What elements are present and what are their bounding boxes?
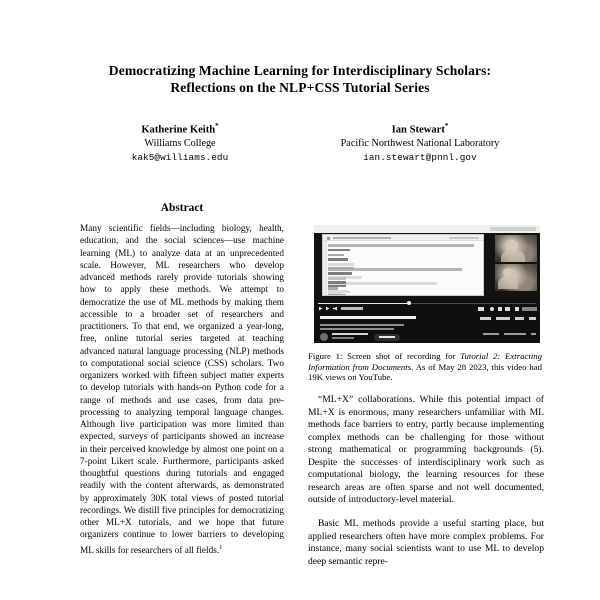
- figure-caption-part2: . As of May 28 2023, this video had 19K views on YouTube.: [308, 361, 542, 383]
- right-column: [308, 225, 544, 568]
- fullscreen-icon[interactable]: [515, 307, 520, 311]
- title-line-1: Democratizing Machine Learning for Interdisciplinary Scholars:: [108, 63, 492, 78]
- video-title: [320, 316, 416, 321]
- video-player-controls[interactable]: [314, 301, 540, 313]
- figure-caption-italic: Tutorial 2: Extracting Information from Documents: [308, 351, 542, 372]
- figure-caption: [308, 351, 544, 383]
- author-marker-1: *: [215, 122, 219, 130]
- figure-1: [308, 225, 544, 383]
- video-action-row[interactable]: [475, 317, 536, 320]
- document-text-block: [328, 244, 480, 296]
- left-column: [62, 202, 292, 557]
- webcam-tile-1: [495, 235, 537, 262]
- document-sidebar: [323, 241, 327, 296]
- progress-scrubber[interactable]: [318, 303, 536, 305]
- document-toolbar-right: [449, 237, 479, 239]
- progress-played: [318, 303, 407, 305]
- captions-icon[interactable]: [478, 307, 484, 311]
- abstract-heading: Abstract: [160, 202, 204, 214]
- author-email-2: ian.stewart@pnnl.gov: [363, 151, 477, 163]
- more-actions-icon[interactable]: [529, 317, 536, 320]
- author-name-2: [300, 120, 540, 137]
- youtube-watermark-icon: [522, 307, 537, 311]
- play-icon[interactable]: [319, 307, 323, 311]
- channel-avatar[interactable]: [320, 333, 328, 341]
- save-button[interactable]: [504, 333, 526, 335]
- author-name-2-text: Ian Stewart: [391, 124, 445, 136]
- window-controls: [317, 228, 331, 231]
- author-name-1-text: Katherine Keith: [141, 124, 216, 136]
- body-paragraph-2: Basic ML methods provide a useful starting place, but applied researchers often have more complex problems. For instance, many social scientists want to use ML to develop deep semantic repre-: [308, 518, 544, 567]
- miniplayer-icon[interactable]: [498, 307, 502, 311]
- channel-row[interactable]: [320, 333, 400, 341]
- author-email-1: kak5@williams.edu: [131, 151, 229, 163]
- time-display: [341, 307, 363, 310]
- figure-label: Figure 1:: [308, 351, 343, 361]
- shared-screen-document: [322, 234, 484, 296]
- subscribe-button[interactable]: [374, 334, 400, 341]
- video-metadata-panel: [314, 313, 540, 343]
- document-icon: [327, 237, 330, 240]
- body-paragraph-1: “ML+X” collaborations. While this potential impact of ML+X is enormous, many researchers unfamiliar with ML methods face barriers to entry, partly because implementing complex methods can be challenging for those without strong mathematical or programming backgrounds (5). Despite the successes of interdisciplinary work such as computational biology, the learning resources for these research areas are often sparse and not well documented, outside of introductory-level material.: [308, 394, 544, 506]
- youtube-screenshot-image: [314, 225, 540, 343]
- channel-name[interactable]: [332, 333, 368, 341]
- video-view-count: [320, 324, 404, 332]
- settings-gear-icon[interactable]: [490, 307, 494, 311]
- video-secondary-row[interactable]: [478, 333, 536, 335]
- author-affiliation-1: Williams College: [144, 138, 216, 150]
- abstract-body: [62, 223, 292, 557]
- author-name-1: [60, 120, 300, 137]
- document-toolbar: [323, 235, 483, 241]
- address-bar: [490, 227, 536, 231]
- webcam-tile-2: [495, 264, 537, 291]
- figure-caption-part1: Screen shot of recording for: [347, 351, 461, 361]
- theater-mode-icon[interactable]: [505, 307, 510, 311]
- clip-button[interactable]: [483, 333, 499, 335]
- author-marker-2: *: [444, 122, 449, 130]
- author-block: [60, 120, 540, 164]
- paper-title-block: [60, 62, 540, 96]
- author-affiliation-2: Pacific Northwest National Laboratory: [340, 138, 500, 150]
- video-stage: [314, 233, 540, 301]
- page-title: [60, 62, 540, 96]
- like-button[interactable]: [480, 317, 491, 320]
- next-video-icon[interactable]: [326, 307, 330, 311]
- download-button[interactable]: [515, 317, 524, 320]
- title-line-2: Reflections on the NLP+CSS Tutorial Series: [170, 80, 430, 95]
- volume-icon[interactable]: [333, 307, 337, 311]
- author-entry-2: [300, 120, 540, 164]
- abstract-text: Many scientific fields—including biology, health, education, and the social sciences—use machine learning (ML) to analyze data at an unprecedented scale. However, ML researchers who develop advanced methods rarely provide tutorials showing how to apply these methods. We attempt to democratize the use of ML methods by making them accessible to a broader set of researchers and practitioners. To that end, we organized a year-long, free, online tutorial series targeted at teaching advanced natural language processing (NLP) methods to computational social science (CSS) scholars. Two organizers worked with fifteen subject matter experts to develop tutorials with hands-on Python code for a range of methods and use cases, from data pre-processing to analyzing temporal language changes. Although live participation was more limited than expected, surveys of participants showed an increase in their perceived knowledge by almost one point on a 7-point Likert scale. Furthermore, participants asked thoughtful questions during tutorials and engaged readily with the content afterwards, as demonstrated by approximately 30K total views of posted tutorial recordings. We distill five principles for democratizing other ML+X tutorials, and we hope that future organizers continue to lower barriers to developing ML skills for researchers of all fields.: [80, 224, 284, 556]
- share-button[interactable]: [496, 317, 510, 320]
- progress-knob[interactable]: [407, 301, 411, 305]
- overflow-icon[interactable]: [531, 333, 536, 335]
- author-entry-1: [60, 120, 300, 164]
- document-title-placeholder: [333, 237, 391, 239]
- abstract-footnote-marker: 1: [219, 543, 223, 551]
